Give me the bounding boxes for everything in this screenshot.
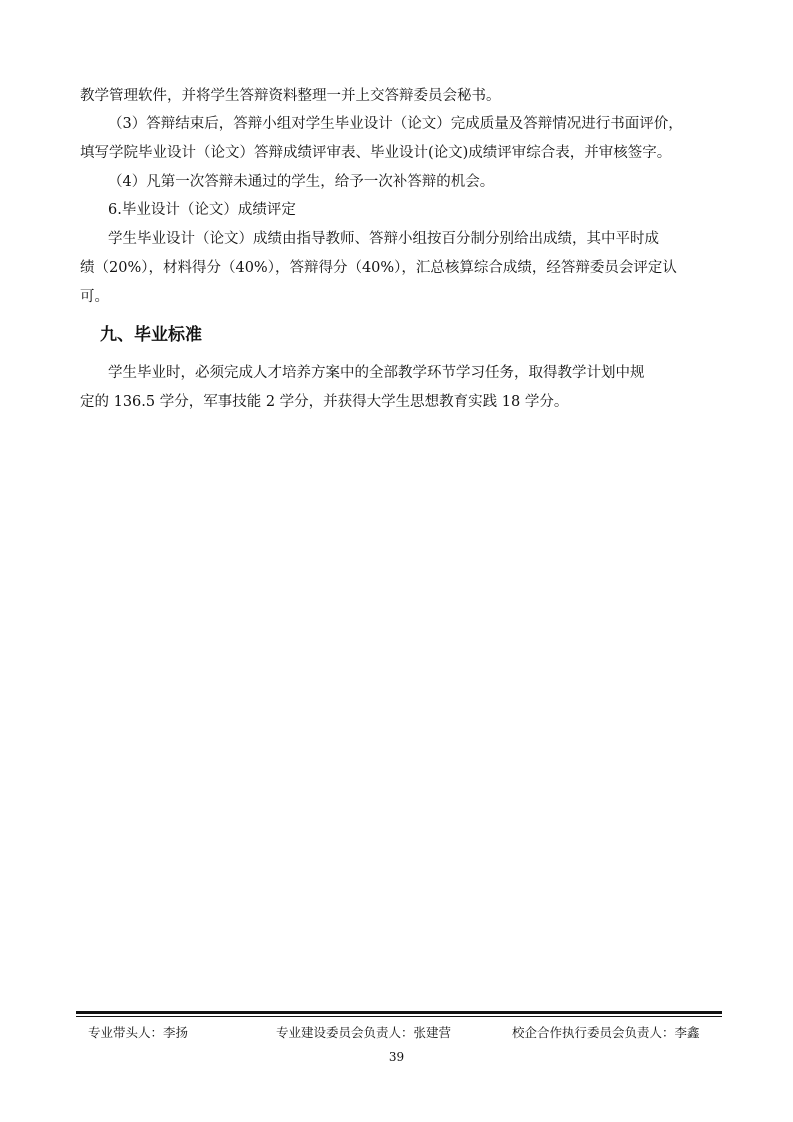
body-text-line: （3）答辩结束后，答辩小组对学生毕业设计（论文）完成质量及答辩情况进行书面评价， <box>108 116 683 132</box>
footer-rule-thick <box>76 1011 722 1014</box>
footer-lead: 专业带头人：李扬 <box>88 1025 189 1040</box>
body-text-line: （4）凡第一次答辩未通过的学生，给予一次补答辩的机会。 <box>108 174 495 190</box>
body-text-line: 学生毕业设计（论文）成绩由指导教师、答辩小组按百分制分别给出成绩，其中平时成 <box>108 231 659 247</box>
body-text-line: 填写学院毕业设计（论文）答辩成绩评审表、毕业设计(论文)成绩评审综合表，并审核签字。 <box>80 145 672 161</box>
body-text-line: 定的 136.5 学分，军事技能 2 学分，并获得大学生思想教育实践 18 学分。 <box>80 394 569 410</box>
body-text-line: 可。 <box>80 289 109 305</box>
footer-enterprise: 校企合作执行委员会负责人：李鑫 <box>512 1025 700 1040</box>
footer-rule-thin <box>76 1016 722 1017</box>
body-text-line: 学生毕业时，必须完成人才培养方案中的全部教学环节学习任务，取得教学计划中规 <box>108 365 645 381</box>
footer-committee: 专业建设委员会负责人：张建营 <box>276 1025 452 1040</box>
section-heading: 九、毕业标准 <box>100 325 202 345</box>
subheading: 6.毕业设计（论文）成绩评定 <box>108 202 296 218</box>
page-number: 39 <box>388 1050 405 1064</box>
body-text-line: 绩（20%），材料得分（40%），答辩得分（40%），汇总核算综合成绩，经答辩委员会评定认 <box>80 260 677 276</box>
body-text-line: 教学管理软件，并将学生答辩资料整理一并上交答辩委员会秘书。 <box>80 88 501 104</box>
